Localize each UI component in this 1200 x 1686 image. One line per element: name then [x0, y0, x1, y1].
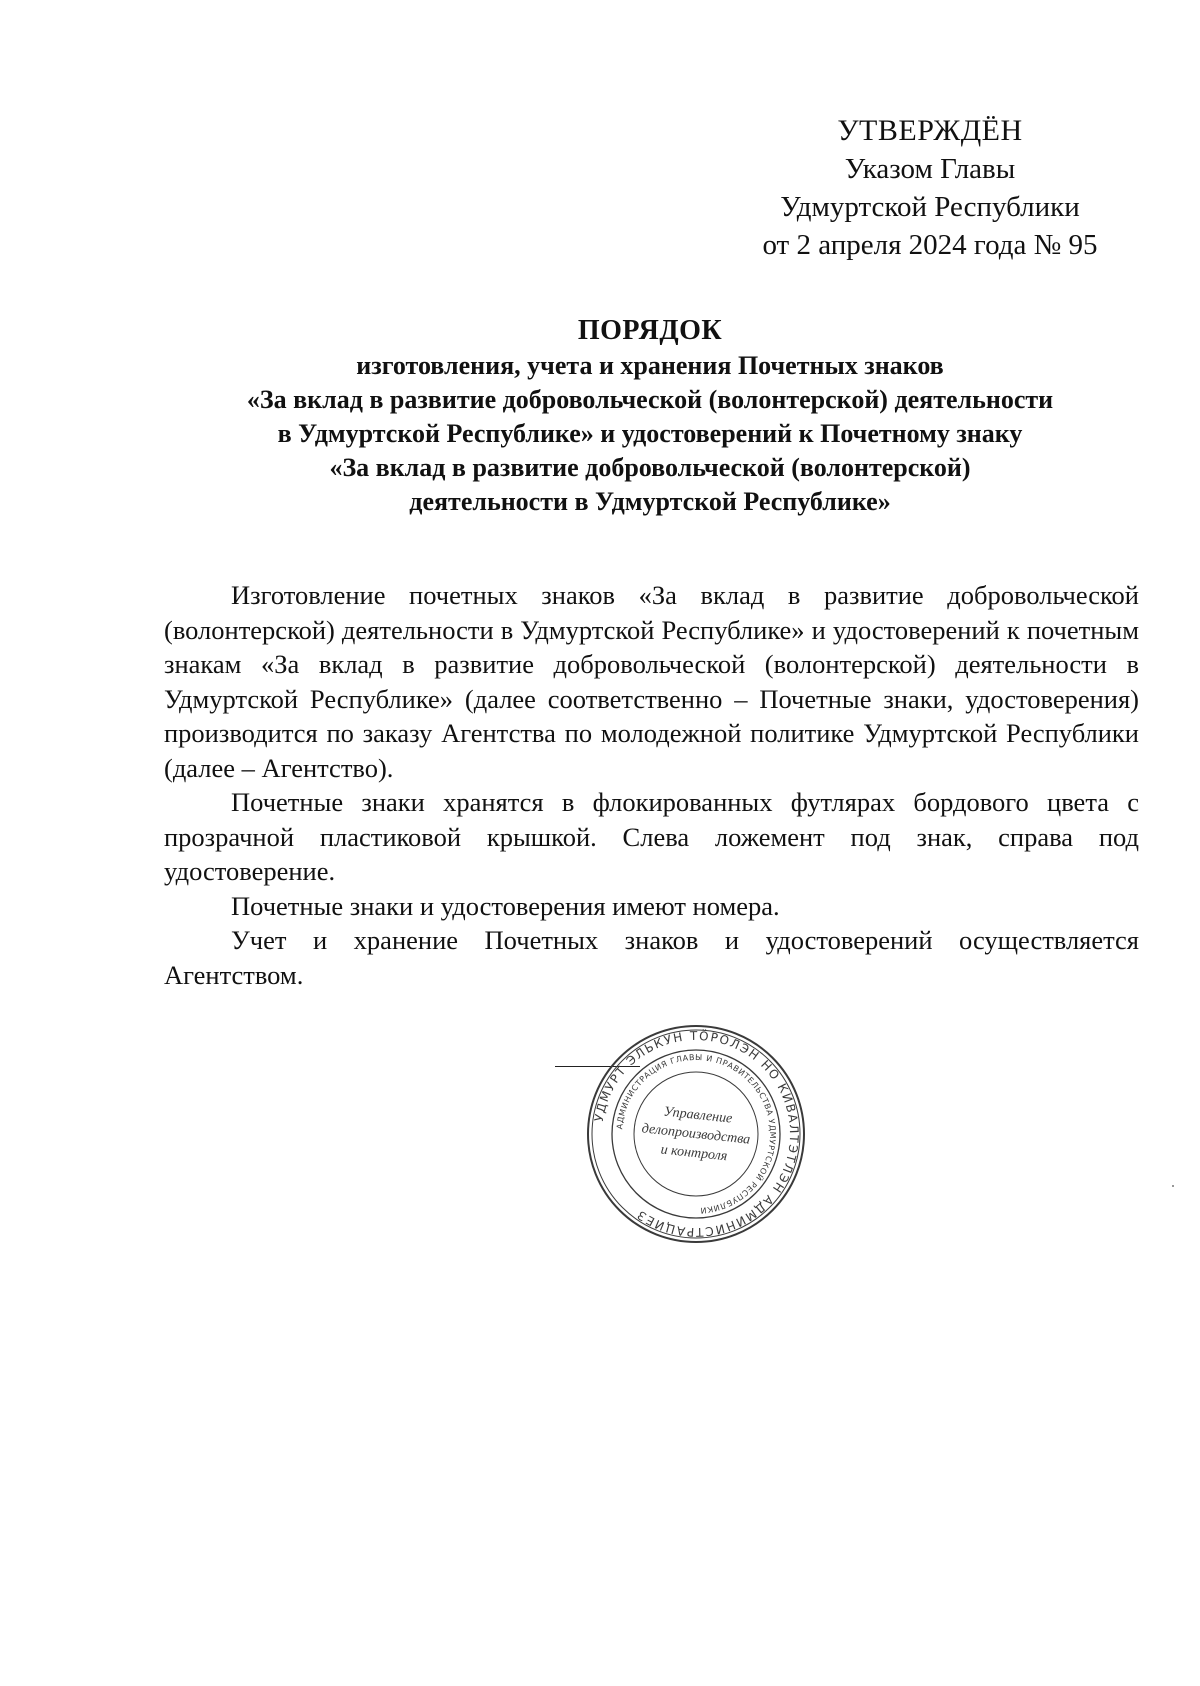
approval-block [700, 112, 1160, 264]
heading-line-1: изготовления, учета и хранения Почетных знаков [356, 351, 944, 380]
seal-center-line-2: делопроизводства [640, 1121, 751, 1148]
approval-authority: Указом Главы [844, 153, 1016, 185]
approval-date: от 2 апреля 2024 года № 95 [762, 229, 1098, 261]
seal-center [639, 1102, 753, 1166]
document-heading [150, 313, 1150, 519]
document-title: ПОРЯДОК [577, 315, 723, 346]
heading-line-5: деятельности в Удмуртской Республике» [409, 487, 891, 516]
approval-title: УТВЕРЖДЁН [837, 114, 1023, 147]
seal-center-line-3: и контроля [659, 1142, 728, 1165]
seal-outer-textpath: УДМУРТ ЭЛЬКУН ТӦРОЛЭН НО КИВАЛТЭТЛЭН АДМИНИСТРАЦИЕЗ [591, 1028, 802, 1240]
paragraph-numbering: Почетные знаки и удостоверения имеют номера. [231, 890, 780, 921]
paragraph-production: Изготовление почетных знаков «За вклад в развитие добровольческой (волонтерской) деятельности в Удмуртской Республике» и удостоверений к почетным знакам «За вклад в развитие добровольческой (волонтерской) деятельности в Удмуртской Республике» (далее соответственно – Почетные знаки, удостоверения) производится по заказу Агентства по молодежной политике Удмуртской Республики (далее – Агентство). [164, 580, 1139, 783]
seal-center-line-1: Управление [662, 1104, 733, 1127]
heading-line-4: «За вклад в развитие добровольческой (волонтерской) [329, 453, 971, 482]
document-body [164, 578, 1139, 992]
heading-line-3: в Удмуртской Республике» и удостоверений к Почетному знаку [277, 419, 1023, 448]
seal-inner-textpath: АДМИНИСТРАЦИЯ ГЛАВЫ И ПРАВИТЕЛЬСТВА УДМУРТСКОЙ РЕСПУБЛИКИ [615, 1052, 778, 1215]
official-seal-stamp [585, 1023, 807, 1245]
scan-speck [1172, 1185, 1174, 1187]
approval-region: Удмуртской Республики [780, 191, 1080, 223]
heading-line-2: «За вклад в развитие добровольческой (волонтерской) деятельности [246, 385, 1054, 414]
paragraph-storage-cases: Почетные знаки хранятся в флокированных футлярах бордового цвета с прозрачной пластиковой крышкой. Слева ложемент под знак, справа под удостоверение. [164, 787, 1139, 886]
paragraph-accounting: Учет и хранение Почетных знаков и удостоверений осуществляется Агентством. [164, 925, 1139, 990]
